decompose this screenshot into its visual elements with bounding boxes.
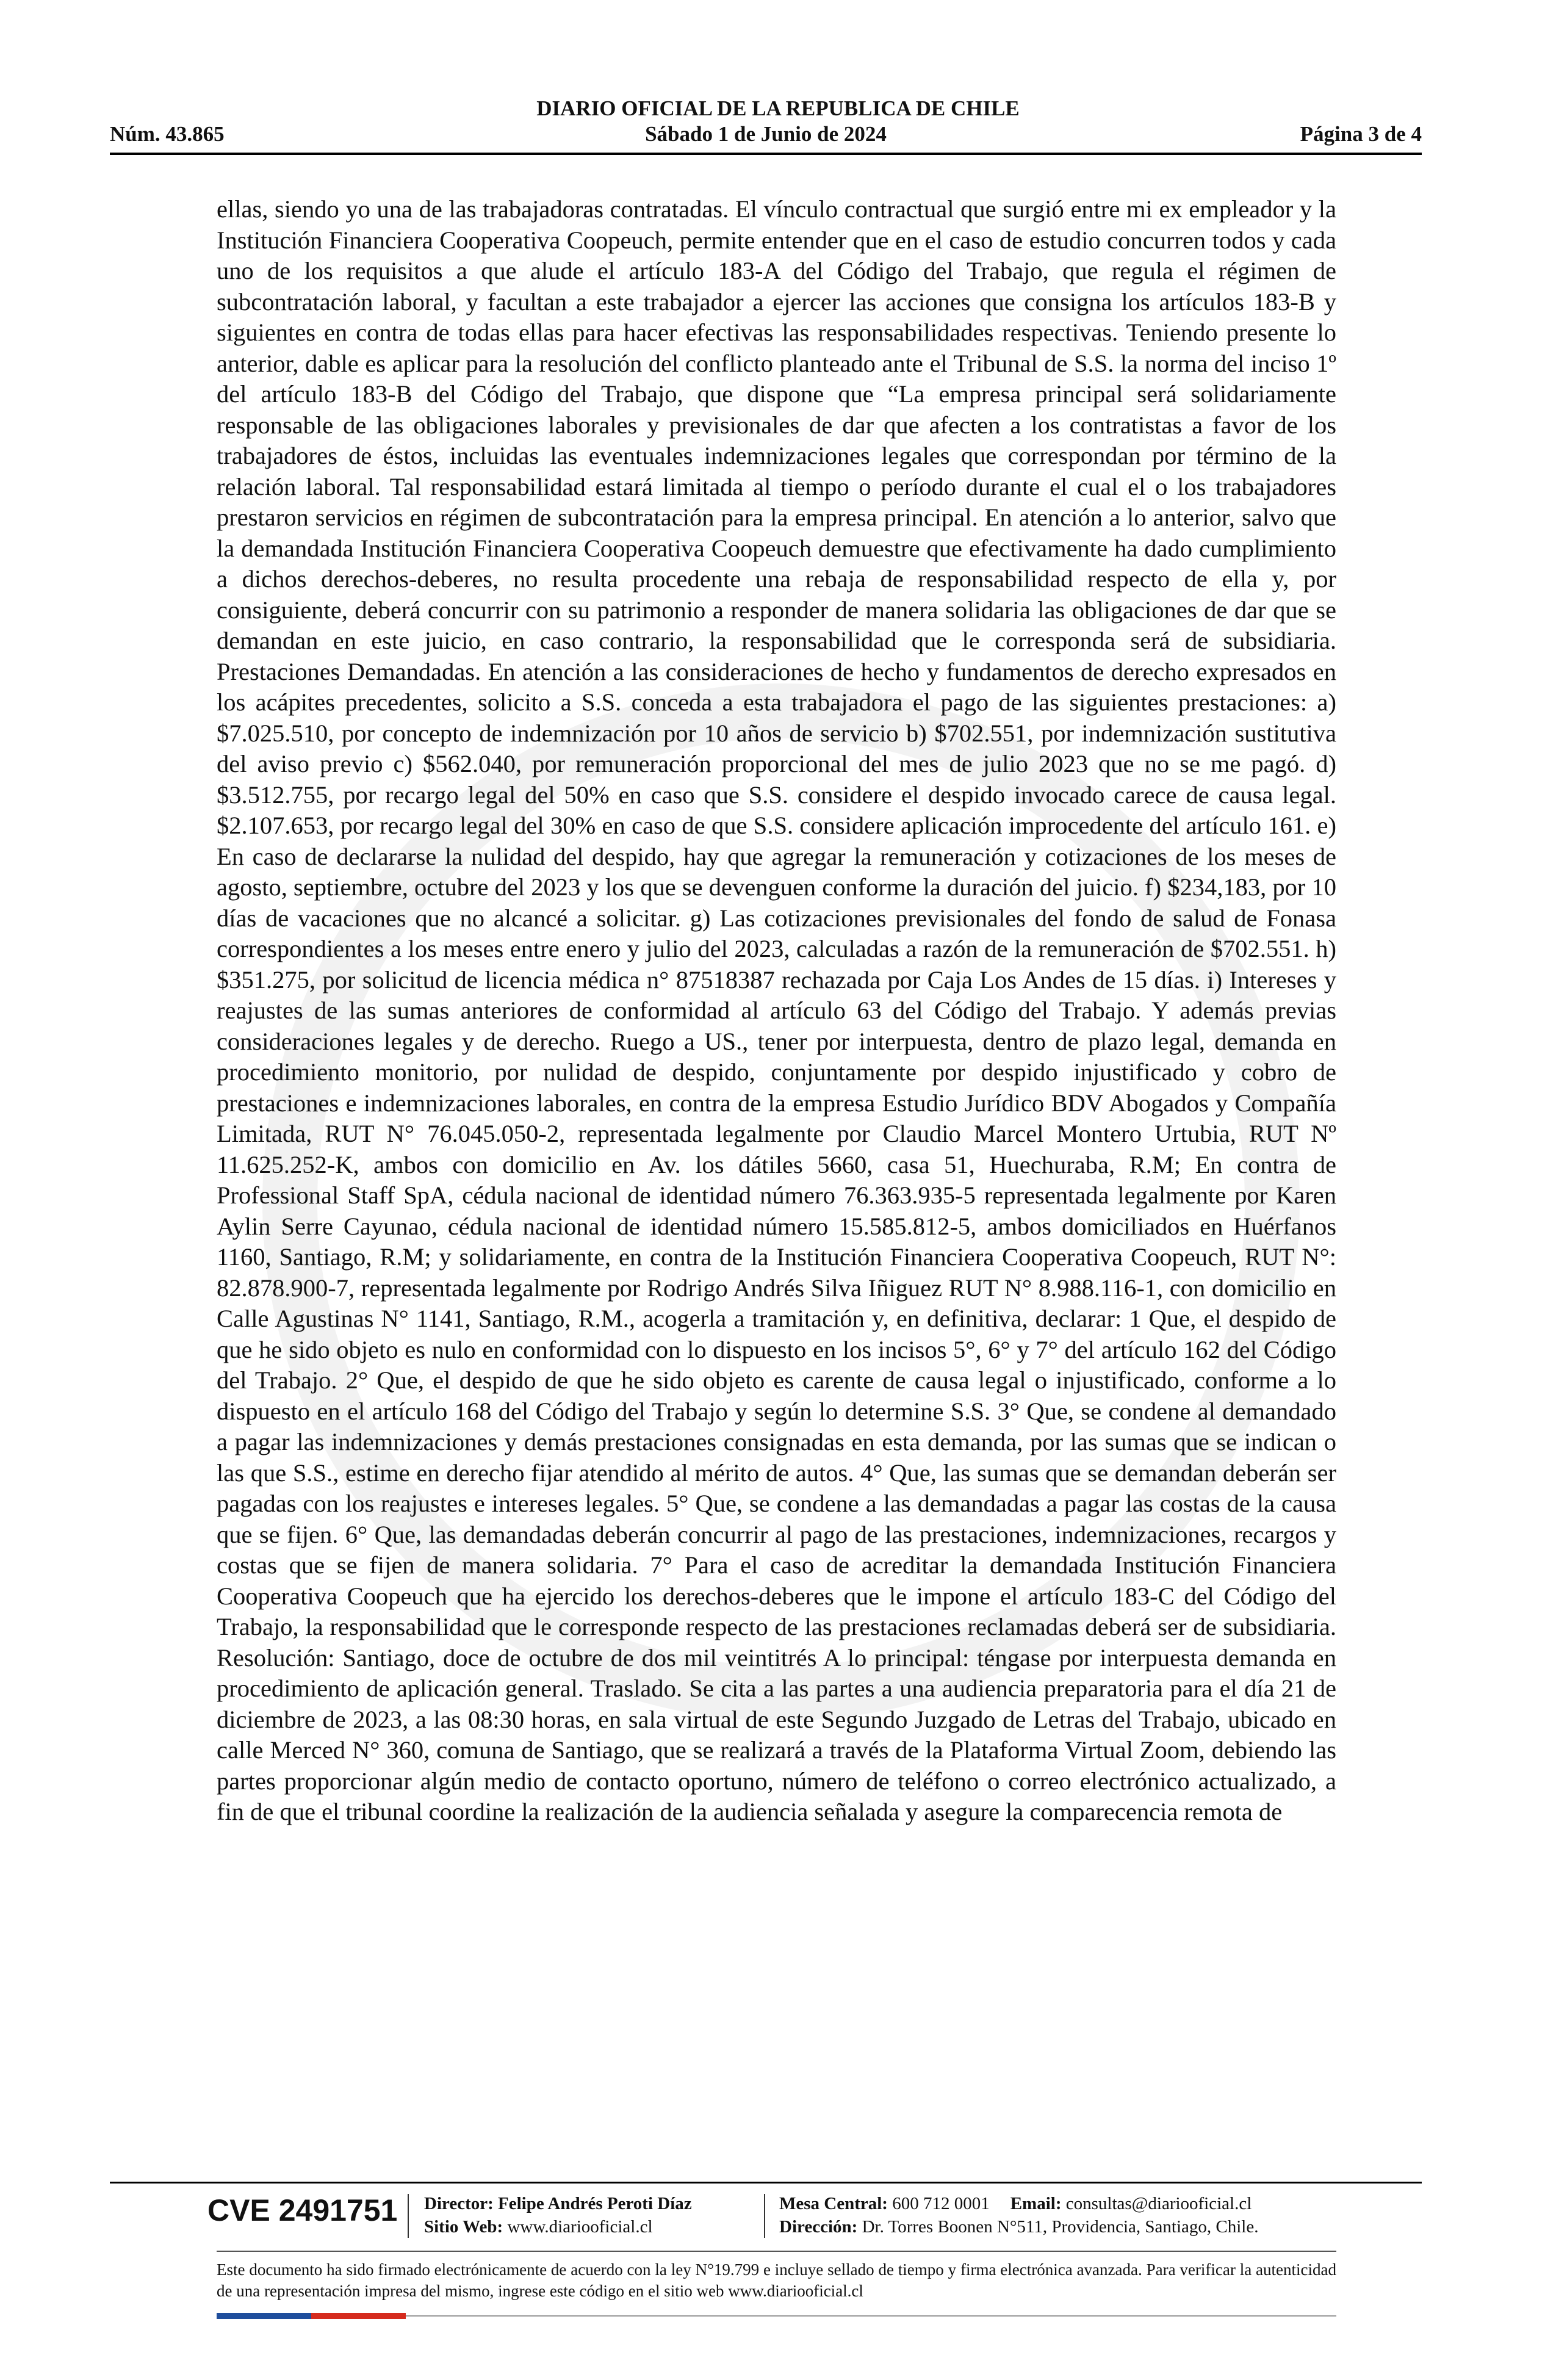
publication-title: DIARIO OFICIAL DE LA REPUBLICA DE CHILE [536,96,1020,120]
footer-contact-block [779,2192,1258,2238]
page-number: Página 3 de 4 [1300,122,1422,146]
issue-number: Núm. 43.865 [110,122,225,146]
flag-red-bar [311,2313,406,2319]
website-label: Sitio Web: [424,2217,503,2237]
header-rule [110,153,1422,155]
bottom-rule [406,2315,1336,2317]
phone-number: 600 712 0001 [892,2194,990,2213]
director-name: Felipe Andrés Peroti Díaz [498,2194,692,2213]
body-paragraph: ellas, siendo yo una de las trabajadoras contratadas. El vínculo contractual que surgió entre mi ex empleador y la Institución Financiera Cooperativa Coopeuch, permite entender que en el caso de estudio concurren todos y cada uno de los requisitos a que alude el artículo 183-A del Código del Trabajo, que regula el régimen de subcontratación laboral, y facultan a este trabajador a ejercer las acciones que consigna los artículos 183-B y siguientes en contra de todas ellas para hacer efectivas las responsabilidades respectivas. Teniendo presente lo anterior, dable es aplicar para la resolución del conflicto planteado ante el Tribunal de S.S. la norma del inciso 1º del artículo 183-B del Código del Trabajo, que dispone que “La empresa principal será solidariamente responsable de las obligaciones laborales y previsionales de dar que afecten a los contratistas a favor de los trabajadores de éstos, incluidas las eventuales indemnizaciones legales que correspondan por término de la relación laboral. Tal responsabilidad estará limitada al tiempo o período durante el cual el o los trabajadores prestaron servicios en régimen de subcontratación para la empresa principal. En atención a lo anterior, salvo que la demandada Institución Financiera Cooperativa Coopeuch demuestre que efectivamente ha dado cumplimiento a dichos derechos-deberes, no resulta procedente una rebaja de responsabilidad respecto de ella y, por consiguiente, deberá concurrir con su patrimonio a responder de manera solidaria las obligaciones de dar que se demandan en este juicio, en caso contrario, la responsabilidad que le corresponda será de subsidiaria. Prestaciones Demandadas. En atención a las consideraciones de hecho y fundamentos de derecho expresados en los acápites precedentes, solicito a S.S. conceda a esta trabajadora el pago de las siguientes prestaciones: a) $7.025.510, por concepto de indemnización por 10 años de servicio b) $702.551, por indemnización sustitutiva del aviso previo c) $562.040, por remuneración proporcional del mes de julio 2023 que no se me pagó. d) $3.512.755, por recargo legal del 50% en caso que S.S. considere el despido invocado carece de causa legal. $2.107.653, por recargo legal del 30% en caso de que S.S. considere aplicación improcedente del artículo 161. e) En caso de declararse la nulidad del despido, hay que agregar la remuneración y cotizaciones de los meses de agosto, septiembre, octubre del 2023 y los que se devenguen conforme la duración del juicio. f) $234,183, por 10 días de vacaciones que no alcancé a solicitar. g) Las cotizaciones previsionales del fondo de salud de Fonasa correspondientes a los meses entre enero y julio del 2023, calculadas a razón de la remuneración de $702.551. h) $351.275, por solicitud de licencia médica n° 87518387 rechazada por Caja Los Andes de 15 días. i) Intereses y reajustes de las sumas anteriores de conformidad al artículo 63 del Código del Trabajo. Y además previas consideraciones legales y de derecho. Ruego a US., tener por interpuesta, dentro de plazo legal, demanda en procedimiento monitorio, por nulidad de despido, conjuntamente por despido injustificado y cobro de prestaciones e indemnizaciones laborales, en contra de la empresa Estudio Jurídico BDV Abogados y Compañía Limitada, RUT N° 76.045.050-2, representada legalmente por Claudio Marcel Montero Urtubia, RUT Nº 11.625.252-K, ambos con domicilio en Av. los dátiles 5660, casa 51, Huechuraba, R.M; En contra de Professional Staff SpA, cédula nacional de identidad número 76.363.935-5 representada legalmente por Karen Aylin Serre Cayunao, cédula nacional de identidad número 15.585.812-5, ambos domiciliados en Huérfanos 1160, Santiago, R.M; y solidariamente, en contra de la Institución Financiera Cooperativa Coopeuch, RUT N°: 82.878.900-7, representada legalmente por Rodrigo Andrés Silva Iñiguez RUT N° 8.988.116-1, con domicilio en Calle Agustinas N° 1141, Santiago, R.M., acogerla a tramitación y, en definitiva, declarar: 1 Que, el despido de que he sido objeto es nulo en conformidad con lo dispuesto en los incisos 5°, 6° y 7° del artículo 162 del Código del Trabajo. 2° Que, el despido de que he sido objeto es carente de causa legal o injustificado, conforme a lo dispuesto en el artículo 168 del Código del Trabajo y según lo determine S.S. 3° Que, se condene al demandado a pagar las indemnizaciones y demás prestaciones consignadas en esta demanda, por las sumas que se indican o las que S.S., estime en derecho fijar atendido al mérito de autos. 4° Que, las sumas que se demandan deberán ser pagadas con los reajustes e intereses legales. 5° Que, se condene a las demandadas a pagar las costas de la causa que se fijen. 6° Que, las demandadas deberán concurrir al pago de las prestaciones, indemnizaciones, recargos y costas que se fijen de manera solidaria. 7° Para el caso de acreditar la demandada Institución Financiera Cooperativa Coopeuch que ha ejercido los derechos-deberes que le impone el artículo 183-C del Código del Trabajo, la responsabilidad que le corresponde respecto de las prestaciones reclamadas deberá ser de subsidiaria. Resolución: Santiago, doce de octubre de dos mil veintitrés A lo principal: téngase por interpuesta demanda en procedimiento de aplicación general. Traslado. Se cita a las partes a una audiencia preparatoria para el día 21 de diciembre de 2023, a las 08:30 horas, en sala virtual de este Segundo Juzgado de Letras del Trabajo, ubicado en calle Merced N° 360, comuna de Santiago, que se realizará a través de la Plataforma Virtual Zoom, debiendo las partes proporcionar algún medio de contacto oportuno, número de teléfono o correo electrónico actualizado, a fin de que el tribunal coordine la realización de la audiencia señalada y asegure la comparecencia remota de [217,195,1336,1825]
website-link[interactable]: www.diariooficial.cl [507,2217,653,2237]
email-link[interactable]: consultas@diariooficial.cl [1065,2194,1252,2213]
director-label: Director: [424,2194,494,2213]
email-label: Email: [1010,2194,1062,2213]
footer-divider [408,2194,409,2238]
cve-code: CVE 2491751 [207,2193,398,2227]
phone-label: Mesa Central: [779,2194,888,2213]
address-text: Dr. Torres Boonen N°511, Providencia, Santiago, Chile. [862,2217,1259,2237]
document-body [217,194,1336,1828]
legal-notice: Este documento ha sido firmado electrónicamente de acuerdo con la ley N°19.799 e incluye sellado de tiempo y firma electrónica avanzada. Para verificar la autenticidad de una representación impresa del mismo, ingrese este código en el sitio web www.diariooficial.cl [217,2260,1336,2300]
footer-rule [110,2182,1422,2183]
flag-stripe [217,2313,406,2319]
footer-director-block [424,2192,692,2238]
footer-divider [764,2194,765,2238]
footer-rule-secondary [217,2251,1336,2252]
issue-date: Sábado 1 de Junio de 2024 [645,122,887,146]
flag-blue-bar [217,2313,311,2319]
address-label: Dirección: [779,2217,858,2237]
